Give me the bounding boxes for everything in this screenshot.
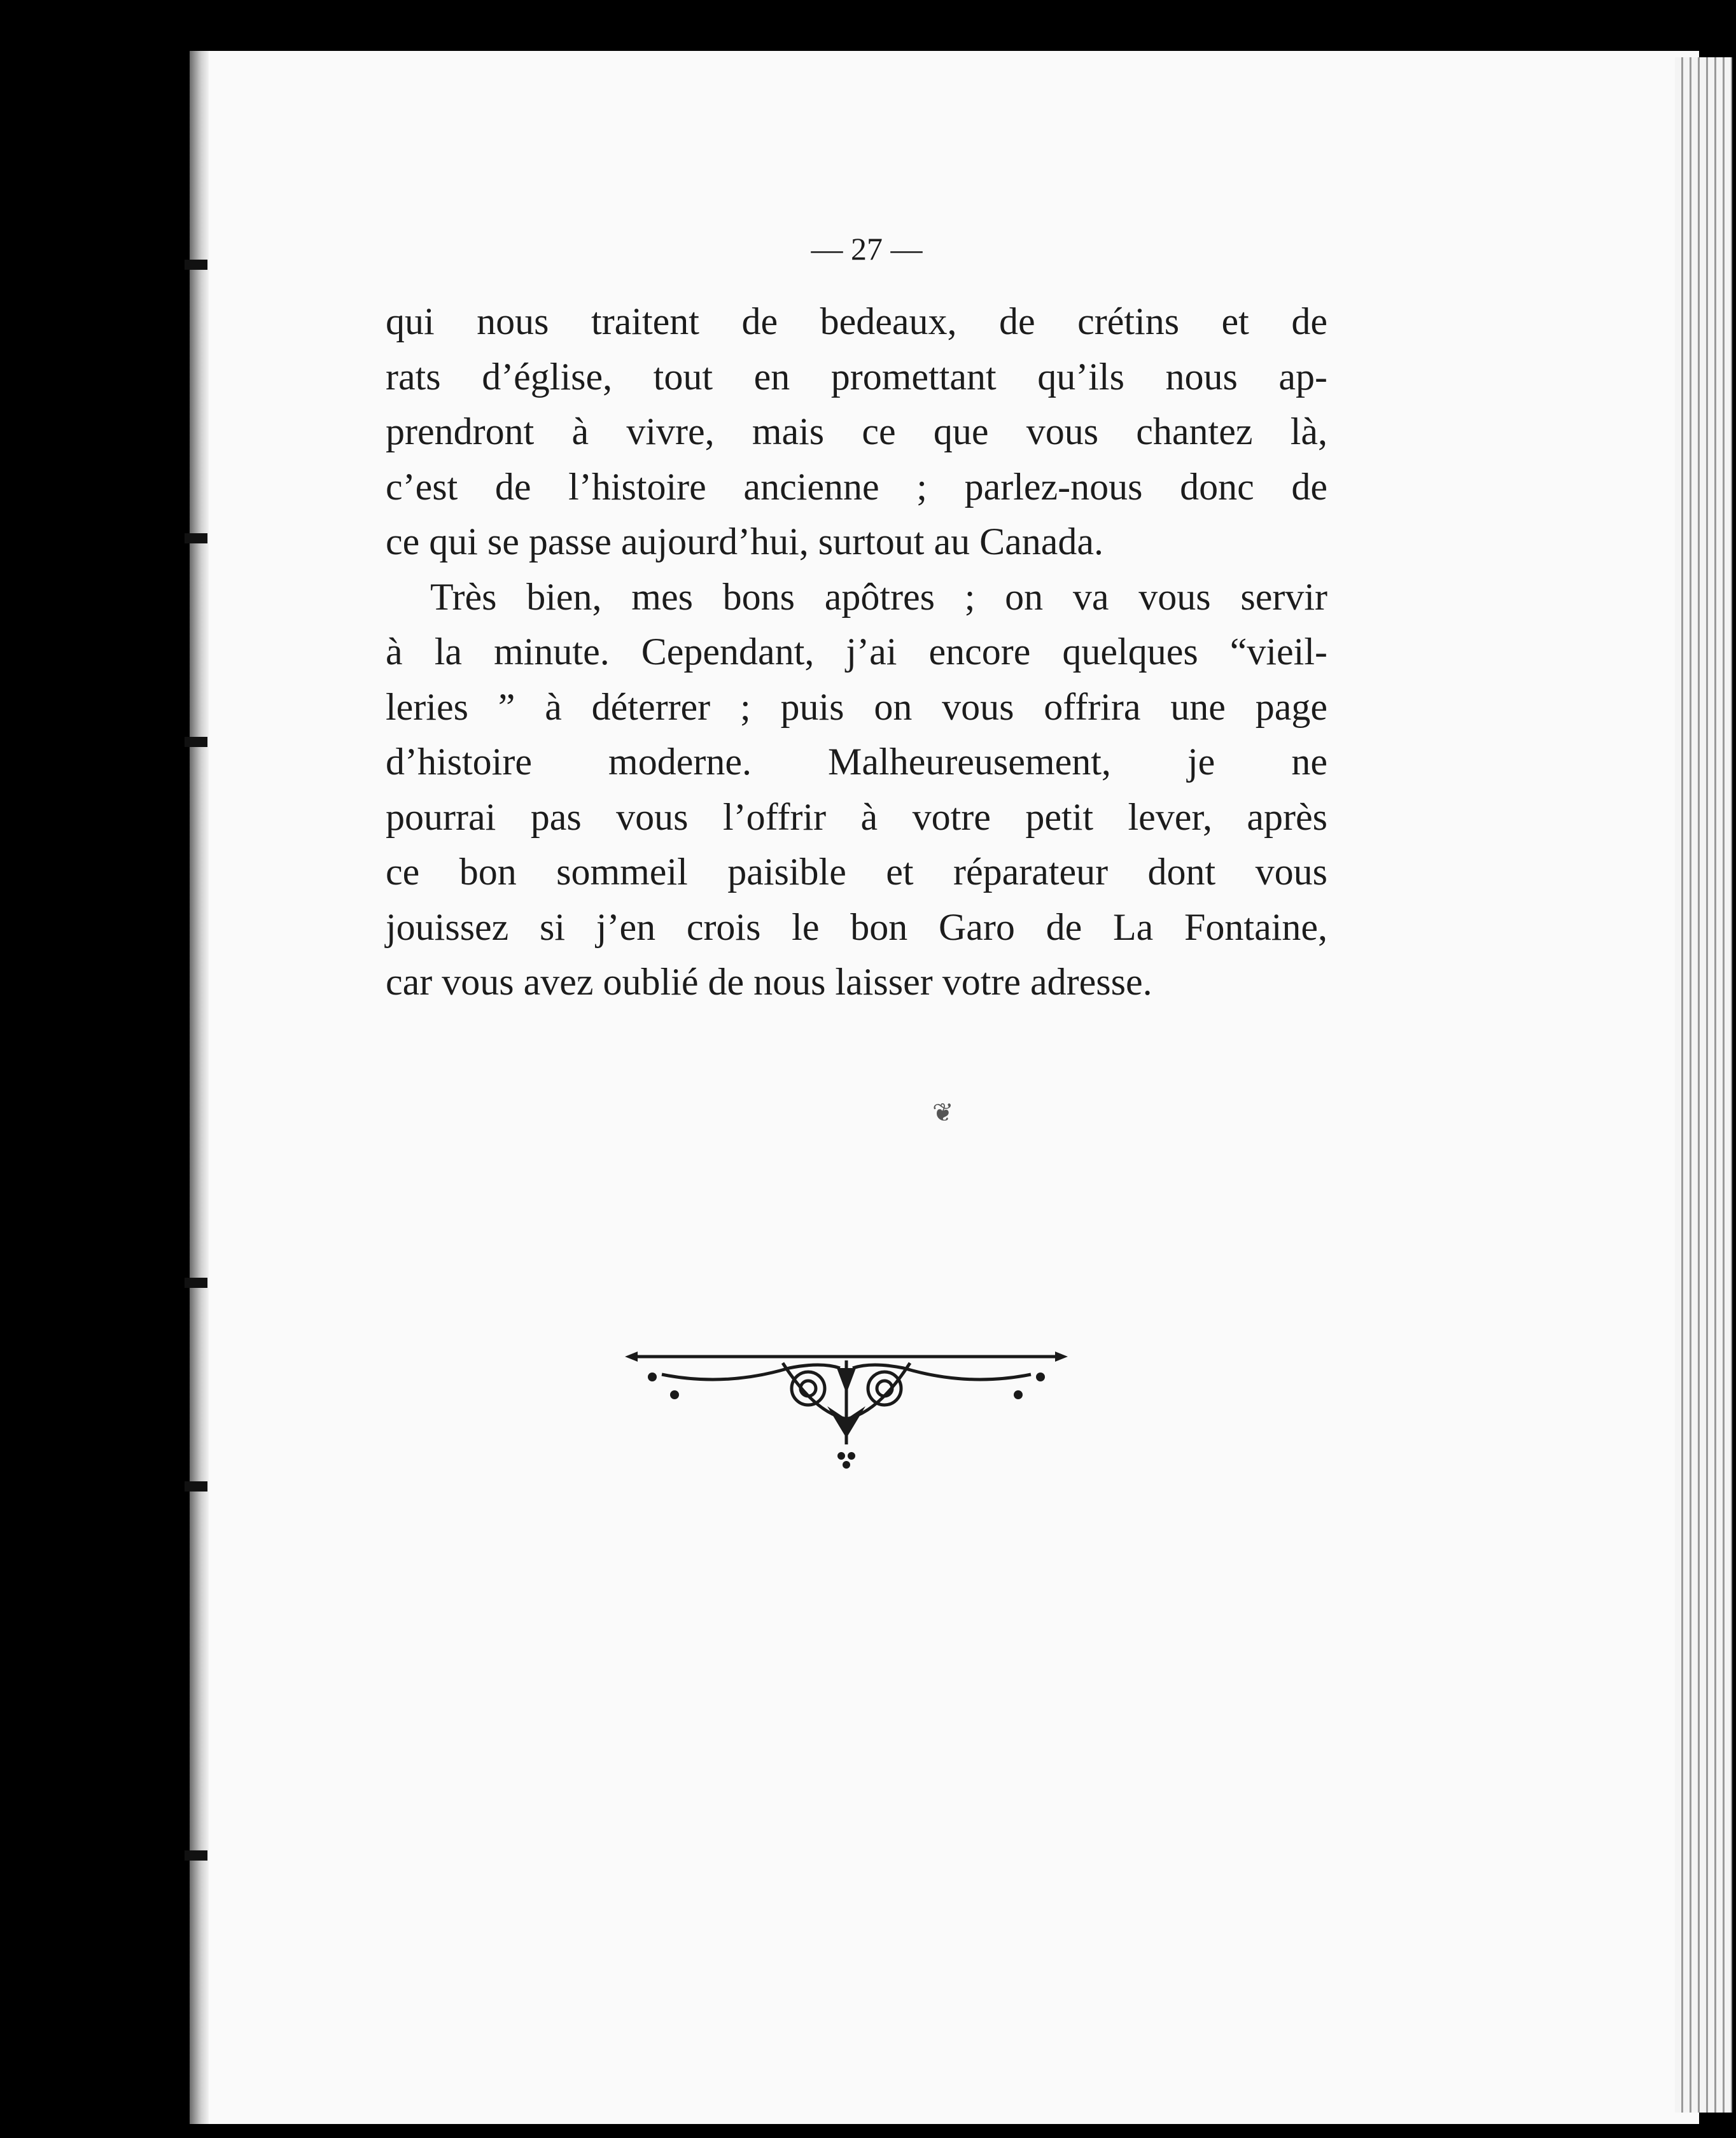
fleuron-icon: ❦ (932, 1098, 954, 1127)
text-line: Très bien, mes bons apôtres ; on va vous servir (430, 575, 1327, 618)
binding-stitch (185, 1278, 207, 1288)
text-line: pourrai pas vous l’offrir à votre petit lever, après (386, 795, 1327, 838)
tailpiece-ornament-icon (624, 1349, 1069, 1476)
paragraph (386, 569, 1327, 1010)
text-line: ce qui se passe aujourd’hui, surtout au Canada. (386, 521, 1104, 562)
page-number: — 27 — (811, 231, 923, 267)
paragraph (386, 294, 1327, 569)
text-line: qui nous traitent de bedeaux, de crétins et de (386, 300, 1327, 342)
body-text (386, 294, 1327, 1010)
text-line: d’histoire moderne. Malheureusement, je ne (386, 741, 1327, 783)
text-line: rats d’église, tout en promettant qu’ils nous ap- (386, 355, 1327, 398)
binding-stitch (185, 260, 207, 270)
page-edges (1675, 57, 1732, 2113)
text-line: c’est de l’histoire ancienne ; parlez-nous donc de (386, 465, 1327, 508)
binding-stitch (185, 1850, 207, 1861)
text-line: ce bon sommeil paisible et réparateur dont vous (386, 851, 1327, 893)
text-line: car vous avez oublié de nous laisser votre adresse. (386, 961, 1152, 1003)
binding-stitch (185, 1481, 207, 1492)
binding-stitch (185, 533, 207, 543)
text-line: à la minute. Cependant, j’ai encore quelques “vieil- (386, 631, 1327, 673)
binding-gutter (190, 51, 209, 2124)
binding-stitch (185, 737, 207, 747)
text-line: prendront à vivre, mais ce que vous chantez là, (386, 410, 1327, 452)
text-line: jouissez si j’en crois le bon Garo de La Fontaine, (386, 905, 1327, 948)
text-line: leries ” à déterrer ; puis on vous offrira une page (386, 685, 1327, 728)
